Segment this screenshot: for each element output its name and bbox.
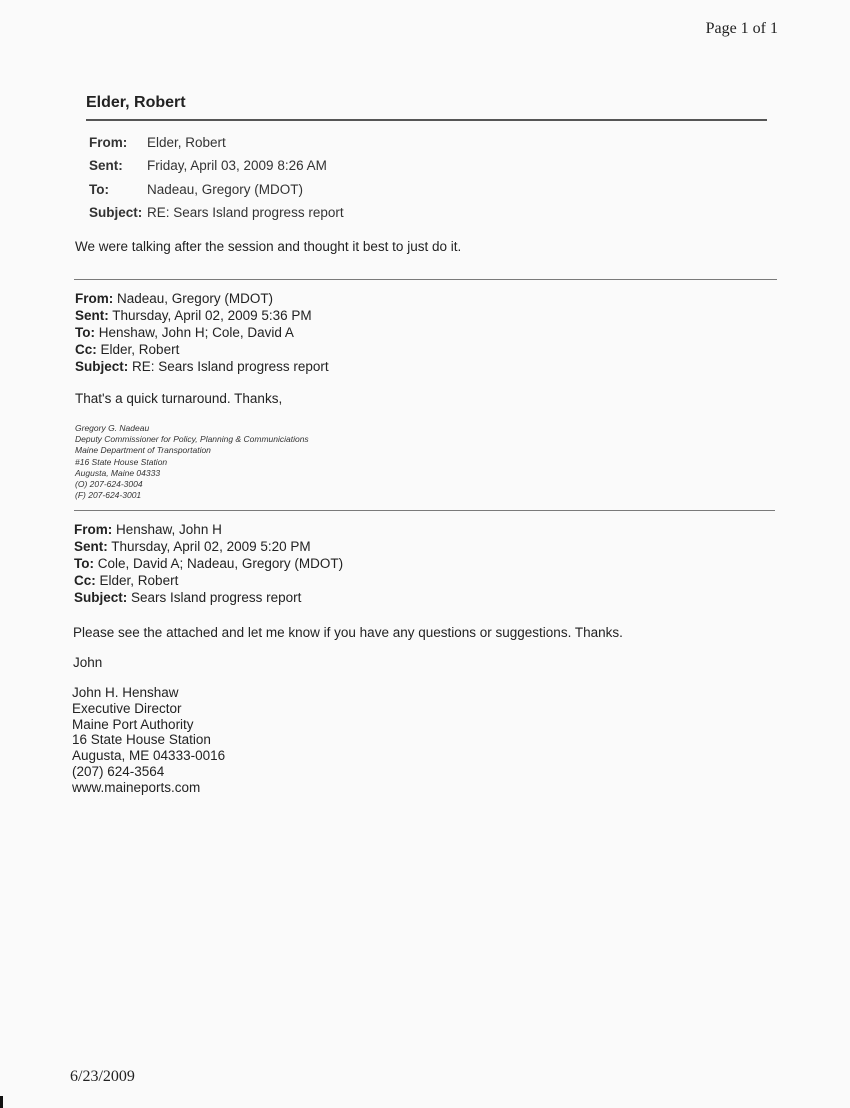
to-line (74, 555, 343, 572)
message-divider (74, 510, 775, 511)
message3-signature (72, 685, 225, 796)
subject-label: Subject: (89, 205, 143, 221)
signature-line: Deputy Commissioner for Policy, Planning & Communiciations (75, 434, 309, 445)
to-label: To: (75, 325, 95, 340)
to-row (89, 178, 344, 201)
sent-value: Thursday, April 02, 2009 5:20 PM (111, 539, 311, 554)
sent-label: Sent: (75, 308, 109, 323)
signature-line: Augusta, ME 04333-0016 (72, 748, 226, 764)
to-value: Henshaw, John H; Cole, David A (98, 325, 294, 340)
to-label: To: (89, 181, 109, 197)
signature-line: (207) 624-3564 (72, 763, 165, 779)
cc-value: Elder, Robert (100, 342, 180, 357)
signature-line: Augusta, Maine 04333 (75, 467, 161, 478)
message3-closing: John (73, 655, 103, 670)
from-line (75, 290, 329, 307)
from-row (89, 131, 344, 154)
signature-line: Gregory G. Nadeau (75, 423, 150, 433)
subject-line (74, 589, 343, 606)
cc-line (74, 572, 343, 589)
signature-line: Maine Department of Transportation (75, 445, 211, 456)
signature-line: Executive Director (72, 700, 182, 716)
cc-label: Cc: (75, 342, 97, 357)
from-value: Henshaw, John H (116, 522, 222, 537)
message2-signature (75, 423, 309, 501)
sent-label: Sent: (89, 158, 123, 174)
message2-header (75, 290, 329, 375)
subject-line (75, 358, 329, 375)
from-label: From: (89, 135, 128, 151)
message3-body: Please see the attached and let me know if you have any questions or suggestions. Thanks. (73, 625, 623, 640)
subject-row (89, 201, 344, 224)
scan-edge-mark (0, 1096, 3, 1108)
signature-line: John H. Henshaw (72, 685, 179, 700)
sent-label: Sent: (74, 539, 108, 554)
message1-body: We were talking after the session and thought it best to just do it. (75, 239, 462, 254)
print-date: 6/23/2009 (70, 1068, 135, 1085)
message3-header (74, 521, 343, 606)
subject-label: Subject: (74, 590, 128, 605)
sent-value: Friday, April 03, 2009 8:26 AM (147, 158, 327, 174)
from-value: Nadeau, Gregory (MDOT) (117, 291, 274, 306)
signature-line: (O) 207-624-3004 (75, 479, 143, 490)
sender-title: Elder, Robert (86, 94, 186, 111)
subject-value: Sears Island progress report (131, 590, 302, 605)
sent-line (75, 307, 329, 324)
to-value: Nadeau, Gregory (MDOT) (147, 181, 304, 197)
message1-header (89, 131, 344, 224)
from-label: From: (74, 522, 113, 537)
page-number: Page 1 of 1 (705, 20, 778, 37)
sent-row (89, 154, 344, 177)
cc-value: Elder, Robert (99, 573, 179, 588)
subject-value: RE: Sears Island progress report (147, 205, 344, 221)
from-value: Elder, Robert (147, 135, 226, 151)
signature-line: Maine Port Authority (72, 716, 194, 732)
from-line (74, 521, 343, 538)
cc-label: Cc: (74, 573, 96, 588)
to-line (75, 324, 329, 341)
subject-value: RE: Sears Island progress report (132, 359, 329, 374)
to-value: Cole, David A; Nadeau, Gregory (MDOT) (97, 556, 344, 571)
from-label: From: (75, 291, 114, 306)
cc-line (75, 341, 329, 358)
sent-value: Thursday, April 02, 2009 5:36 PM (112, 308, 312, 323)
message2-body: That's a quick turnaround. Thanks, (75, 391, 283, 406)
signature-line: #16 State House Station (75, 456, 168, 467)
sent-line (74, 538, 343, 555)
signature-line: 16 State House Station (72, 732, 211, 748)
signature-line: (F) 207-624-3001 (75, 490, 142, 501)
message-divider (74, 279, 777, 280)
to-label: To: (74, 556, 94, 571)
website-link[interactable]: www.maineports.com (72, 779, 201, 795)
title-divider (86, 119, 767, 121)
subject-label: Subject: (75, 359, 129, 374)
